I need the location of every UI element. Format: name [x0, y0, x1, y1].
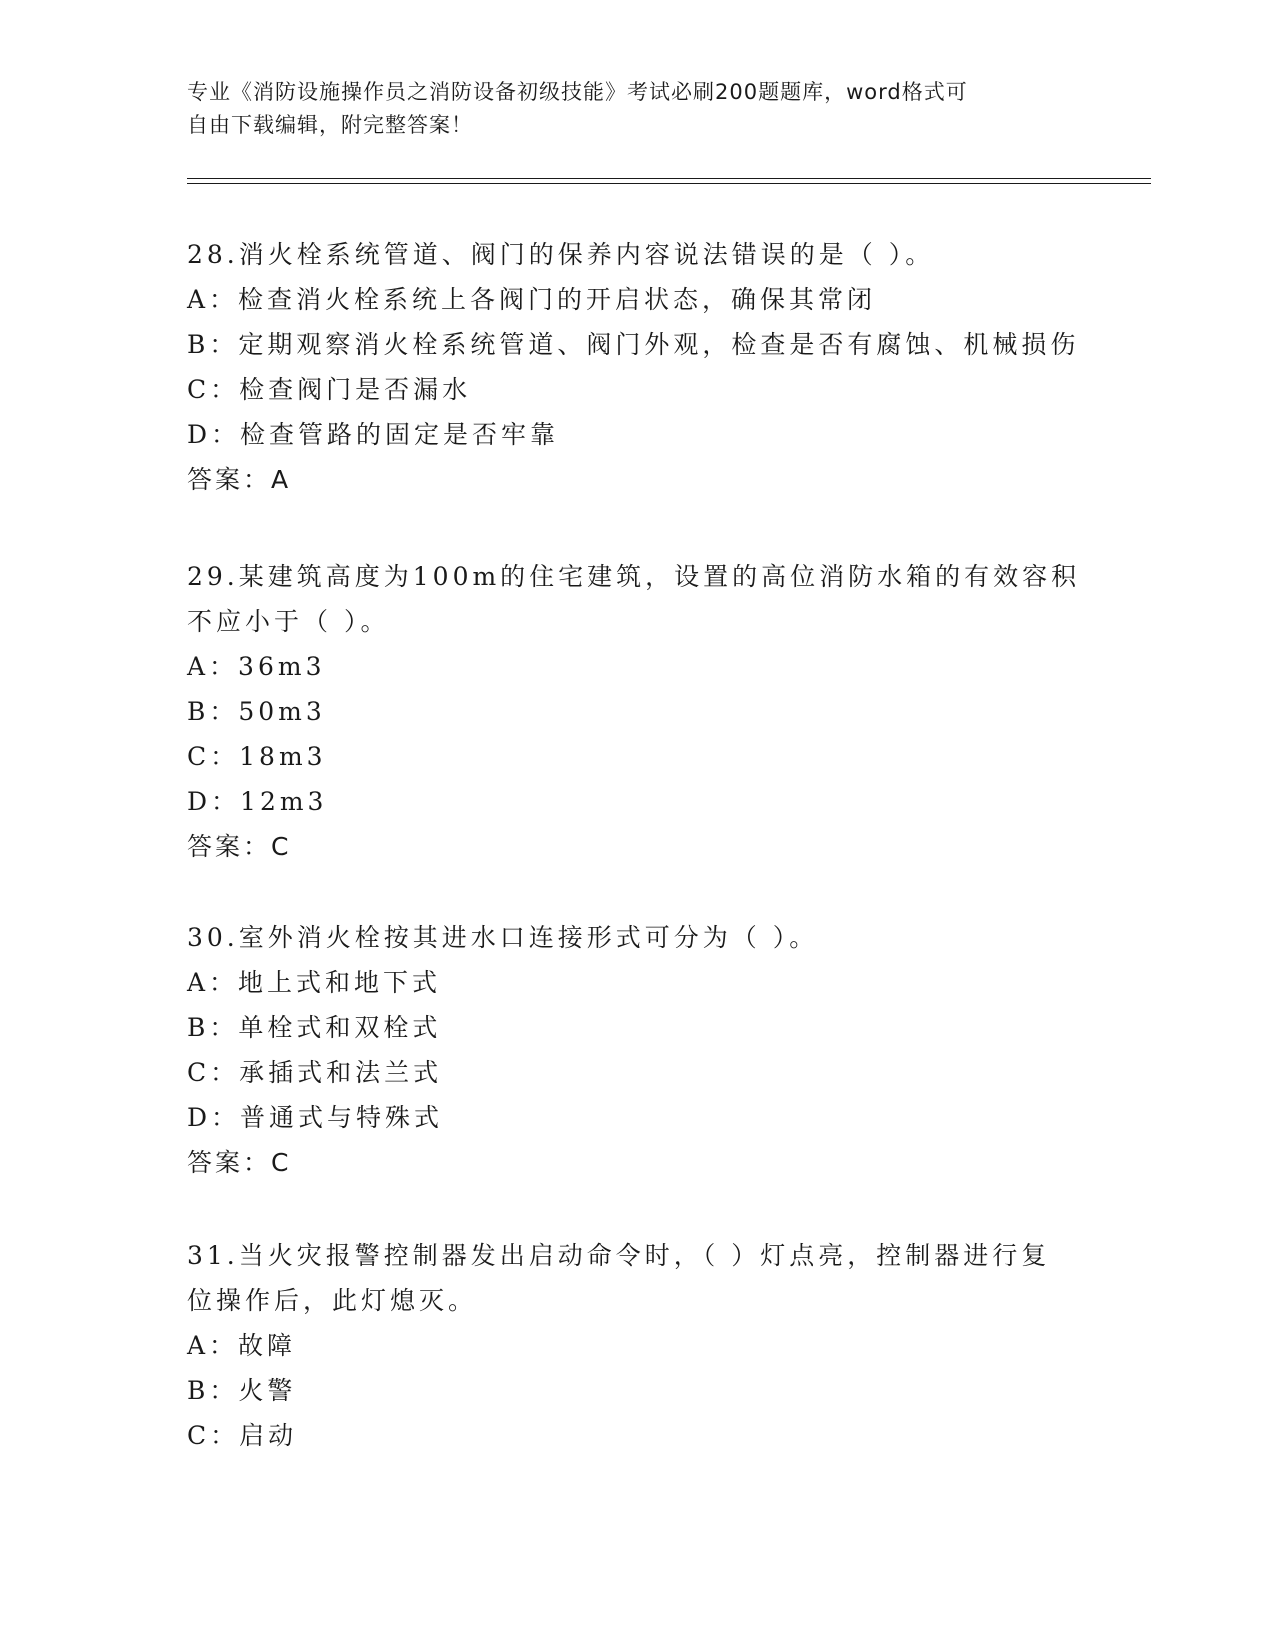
option-c: C：18m3: [187, 742, 327, 771]
option-a: A：故障: [187, 1331, 297, 1360]
question-stem: 28.消火栓系统管道、阀门的保养内容说法错误的是（ ）。: [187, 240, 935, 269]
question-31: [187, 1233, 1087, 1458]
option-a: A：36m3: [187, 652, 326, 681]
option-c: C：启动: [187, 1421, 298, 1450]
answer: 答案：C: [187, 832, 292, 861]
question-stem-continued: 不应小于（ ）。: [187, 607, 390, 636]
question-stem: 30.室外消火栓按其进水口连接形式可分为（ ）。: [187, 923, 819, 952]
question-stem: 29.某建筑高度为100m的住宅建筑，设置的高位消防水箱的有效容积: [187, 562, 1081, 591]
header-divider-top: [187, 178, 1151, 179]
question-30: [187, 915, 1087, 1185]
option-b: B：单栓式和双栓式: [187, 1013, 442, 1042]
answer: 答案：C: [187, 1148, 292, 1177]
header-divider-bottom: [187, 183, 1151, 184]
answer: 答案：A: [187, 465, 292, 494]
question-stem-continued: 位操作后，此灯熄灭。: [187, 1286, 478, 1315]
option-b: B：火警: [187, 1376, 297, 1405]
header-line-2: 自由下载编辑，附完整答案！: [187, 113, 473, 137]
option-a: A：地上式和地下式: [187, 968, 442, 997]
option-b: B：50m3: [187, 697, 326, 726]
option-c: C：检查阀门是否漏水: [187, 375, 472, 404]
option-c: C：承插式和法兰式: [187, 1058, 443, 1087]
document-header: [187, 76, 1087, 142]
question-28: [187, 232, 1087, 502]
option-b: B：定期观察消火栓系统管道、阀门外观，检查是否有腐蚀、机械损伤: [187, 330, 1080, 359]
option-d: D：检查管路的固定是否牢靠: [187, 420, 560, 449]
option-a: A：检查消火栓系统上各阀门的开启状态，确保其常闭: [187, 285, 877, 314]
header-line-1: 专业《消防设施操作员之消防设备初级技能》考试必刷200题题库，word格式可: [187, 80, 968, 104]
question-29: [187, 554, 1087, 869]
question-stem: 31.当火灾报警控制器发出启动命令时，（ ）灯点亮，控制器进行复: [187, 1241, 1051, 1270]
option-d: D：12m3: [187, 787, 328, 816]
option-d: D：普通式与特殊式: [187, 1103, 444, 1132]
